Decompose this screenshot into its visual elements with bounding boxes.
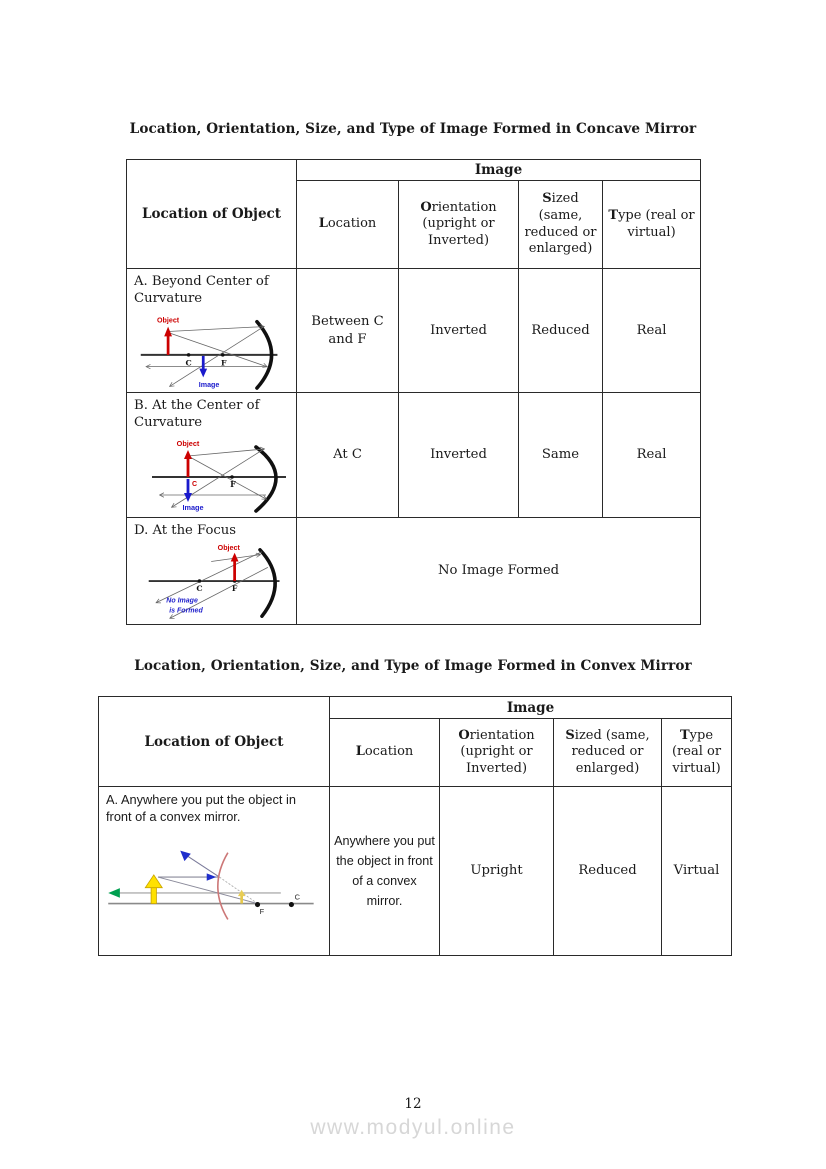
row-label: B. At the Center of Curvature <box>134 398 260 431</box>
no-image-label-line1: No Image <box>166 597 198 605</box>
bold-initial: S <box>565 727 575 743</box>
virtual-ray-extension <box>219 877 257 903</box>
blue-upleft-arrowhead <box>180 850 191 861</box>
orientation-value: Inverted <box>399 269 519 393</box>
orientation-column-header <box>399 181 519 269</box>
ray <box>188 449 264 456</box>
table-header-row <box>99 697 732 719</box>
row-label: A. Anywhere you put the object in front of a convex mirror. <box>106 792 296 825</box>
f-label: F <box>259 906 265 916</box>
type-value: Real <box>603 393 701 517</box>
image-label: Image <box>198 381 220 390</box>
location-of-object-header: Location of Object <box>99 697 330 787</box>
header-rest: ized (same, reduced or enlarged) <box>571 727 650 776</box>
ray <box>168 333 267 367</box>
row-label: A. Beyond Center of Curvature <box>134 274 269 307</box>
bold-initial: O <box>420 199 432 215</box>
location-value: At C <box>297 393 399 517</box>
location-column-header <box>297 181 399 269</box>
row-label: D. At the Focus <box>134 522 237 538</box>
table-header-row <box>127 160 701 181</box>
no-image-label-line2: is Formed <box>169 607 203 615</box>
sized-value: Reduced <box>554 787 662 956</box>
location-value: Anywhere you put the object in front of a convex mirror. <box>330 787 440 956</box>
table-row <box>127 393 701 517</box>
image-arrowhead <box>199 369 207 378</box>
object-arrowhead <box>184 450 192 459</box>
c-label: C <box>192 480 198 488</box>
green-left-arrowhead <box>108 888 120 898</box>
page-number: 12 <box>404 1096 422 1112</box>
type-value: Virtual <box>662 787 732 956</box>
convex-mirror-curve <box>218 852 228 919</box>
location-value: Between C and F <box>297 269 399 393</box>
object-label: Object <box>176 438 200 448</box>
table-row <box>127 517 701 624</box>
center-of-curvature-point <box>187 353 191 357</box>
bold-initial: O <box>458 727 470 743</box>
header-rest: ized (same, reduced or enlarged) <box>524 191 597 257</box>
object-arrowhead <box>231 553 239 562</box>
concave-mirror-table <box>126 159 701 625</box>
concave-at-focus-ray-diagram <box>140 542 297 624</box>
convex-mirror-table <box>98 696 732 956</box>
concave-mirror-curve <box>260 550 275 616</box>
object-label: Object <box>157 317 180 326</box>
ray <box>170 327 264 390</box>
ray <box>168 327 264 332</box>
f-label: F <box>231 583 238 593</box>
object-location-cell-beyond-c <box>127 269 297 393</box>
image-header: Image <box>330 697 732 719</box>
concave-table-title: Location, Orientation, Size, and Type of Image Formed in Concave Mirror <box>129 121 697 137</box>
object-location-cell-at-c <box>127 393 297 517</box>
header-rest: rientation (upright or Inverted) <box>422 199 497 248</box>
object-location-cell-anywhere <box>99 787 330 956</box>
concave-mirror-curve <box>256 447 276 511</box>
convex-mirror-ray-diagram <box>106 840 318 948</box>
header-rest: ype (real or virtual) <box>671 727 722 776</box>
concave-at-c-ray-diagram <box>146 435 297 517</box>
watermark: www.modyul.online <box>310 1116 516 1139</box>
sized-column-header <box>519 181 603 269</box>
header-rest: ocation <box>364 744 414 760</box>
header-rest: ype (real or virtual) <box>618 207 695 240</box>
ray <box>157 552 262 603</box>
table-row <box>127 269 701 393</box>
sized-column-header <box>554 719 662 787</box>
orientation-column-header <box>440 719 554 787</box>
bold-initial: S <box>542 191 552 207</box>
focus-point <box>221 353 225 357</box>
center-of-curvature-point <box>289 902 294 907</box>
header-rest: rientation (upright or Inverted) <box>460 727 535 776</box>
bold-initial: L <box>355 744 365 760</box>
object-location-cell-at-focus <box>127 517 297 624</box>
image-header: Image <box>297 160 701 181</box>
convex-table-title: Location, Orientation, Size, and Type of Image Formed in Convex Mirror <box>134 658 692 674</box>
orientation-value: Inverted <box>399 393 519 517</box>
no-image-formed-cell: No Image Formed <box>297 517 701 624</box>
c-label: C <box>185 358 192 368</box>
type-column-header <box>603 181 701 269</box>
type-value: Real <box>603 269 701 393</box>
header-rest: ocation <box>327 216 377 232</box>
bold-initial: L <box>318 216 328 232</box>
c-label: C <box>294 891 300 901</box>
bold-initial: T <box>679 727 690 743</box>
table-row <box>99 787 732 956</box>
c-label: C <box>196 583 203 593</box>
center-of-curvature-point <box>198 579 202 583</box>
location-of-object-header: Location of Object <box>127 160 297 269</box>
sized-value: Same <box>519 393 603 517</box>
orientation-value: Upright <box>440 787 554 956</box>
f-label: F <box>220 358 227 368</box>
sized-value: Reduced <box>519 269 603 393</box>
concave-beyond-c-ray-diagram <box>134 310 292 392</box>
location-column-header <box>330 719 440 787</box>
bold-initial: T <box>608 207 619 223</box>
object-arrow-shaft <box>151 885 156 903</box>
type-column-header <box>662 719 732 787</box>
image-arrowhead <box>184 493 192 502</box>
object-label: Object <box>217 543 240 552</box>
f-label: F <box>230 478 236 489</box>
image-label: Image <box>182 502 204 512</box>
